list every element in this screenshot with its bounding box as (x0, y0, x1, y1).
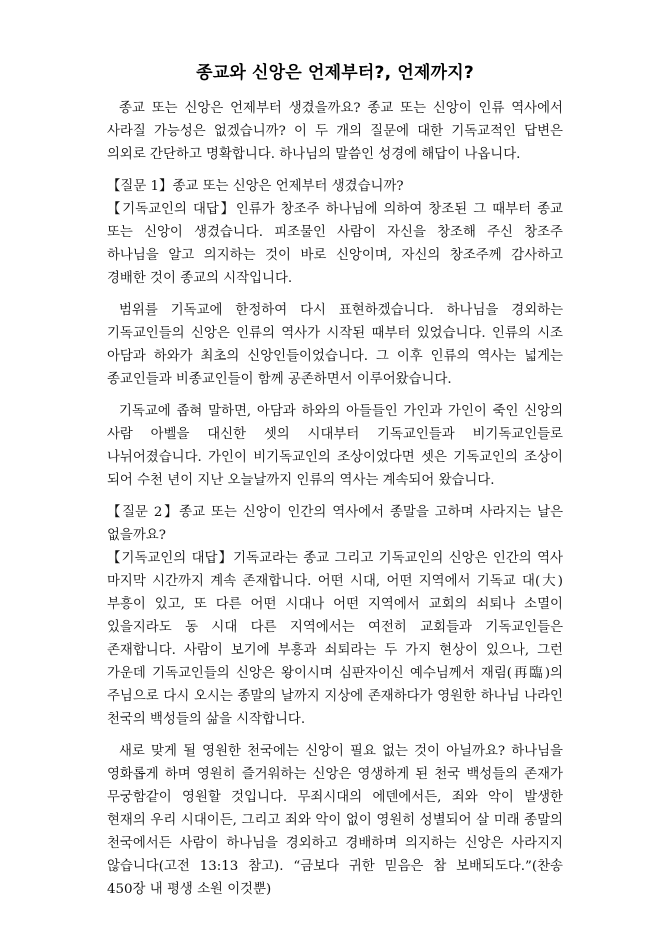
answer-1 (107, 198, 563, 290)
intro-paragraph: 종교 또는 신앙은 언제부터 생겼을까요? 종교 또는 신앙이 인류 역사에서 사라질 가능성은 없겠습니까? 이 두 개의 질문에 대한 기독교적인 답변은 의외로 간단하고 명확합니다. 하나님의 말씀인 성경에 해답이 나옵니다. (107, 101, 563, 162)
answer-2 (107, 547, 563, 731)
question-1-label: 【질문 1】 (107, 179, 173, 194)
question-1 (107, 175, 563, 198)
document-page (107, 58, 563, 910)
paragraph-scope: 범위를 기독교에 한정하여 다시 표현하겠습니다. 하나님을 경외하는 기독교인들의 신앙은 인류의 역사가 시작된 때부터 있었습니다. 인류의 시조 아담과 하와가 최초의 신앙인들이었습니다. 그 이후 인류의 역사는 넓게는 종교인들과 비종교인들이 함께 공존하면서 이루어왔습니다. (107, 303, 563, 387)
question-2-text: 종교 또는 신앙이 인간의 역사에서 종말을 고하며 사라지는 날은 없을까요? (107, 505, 563, 543)
answer-2-label: 【기독교인의 대답】 (107, 551, 234, 566)
question-2 (107, 501, 563, 547)
answer-1-text: 인류가 창조주 하나님에 의하여 창조된 그 때부터 종교 또는 신앙이 생겼습니다. 피조물인 사람이 자신을 창조해 주신 창조주 하나님을 알고 의지하는 것이 바로 신앙이며, 자신의 창조주께 감사하고 경배한 것이 종교의 시작입니다. (107, 202, 563, 286)
document-title: 종교와 신앙은 언제부터?, 언제까지? (196, 63, 474, 83)
answer-2-text: 기독교라는 종교 그리고 기독교인의 신앙은 인간의 역사 마지막 시간까지 계속 존재합니다. 어떤 시대, 어떤 지역에서 기독교 대(大)부흥이 있고, 또 다른 어떤 시대나 어떤 지역에서 교회의 쇠퇴나 소멸이 있을지라도 동 시대 다른 지역에서는 여전히 교회들과 기독교인들은 존재합니다. 사람이 보기에 부흥과 쇠퇴라는 두 가지 현상이 있으나, 그런 가운데 기독교인들의 신앙은 왕이시며 심판자이신 예수님께서 재림(再臨)의 주님으로 다시 오시는 종말의 날까지 지상에 존재하다가 영원한 하나님 나라인 천국의 백성들의 삶을 시작합니다. (107, 551, 563, 727)
paragraph-cain-seth: 기독교에 좁혀 말하면, 아담과 하와의 아들들인 가인과 가인이 죽인 신앙의 사람 아벨을 대신한 셋의 시대부터 기독교인들과 비기독교인들로 나뉘어졌습니다. 가인이 비기독교인의 조상이었다면 셋은 기독교인의 조상이 되어 수천 년이 지난 오늘날까지 인류의 역사는 계속되어 왔습니다. (107, 404, 563, 488)
answer-1-label: 【기독교인의 대답】 (107, 202, 236, 217)
question-1-text: 종교 또는 신앙은 언제부터 생겼습니까? (172, 179, 404, 194)
paragraph-eternal-kingdom: 새로 맞게 될 영원한 천국에는 신앙이 필요 없는 것이 아닐까요? 하나님을 영화롭게 하며 영원히 즐거워하는 신앙은 영생하게 된 천국 백성들의 존재가 무궁함같이 영원할 것입니다. 무죄시대의 에덴에서든, 죄와 악이 발생한 현재의 우리 시대이든, 그리고 죄와 악이 없이 영원히 성별되어 살 미래 종말의 천국에서든 사람이 하나님을 경외하고 경배하며 의지하는 신앙은 사라지지 않습니다(고전 13:13 참고). “금보다 귀한 믿음은 참 보배되도다.”(찬송 450장 내 평생 소원 이것뿐) (107, 744, 563, 897)
question-2-label: 【질문 2】 (107, 505, 180, 520)
